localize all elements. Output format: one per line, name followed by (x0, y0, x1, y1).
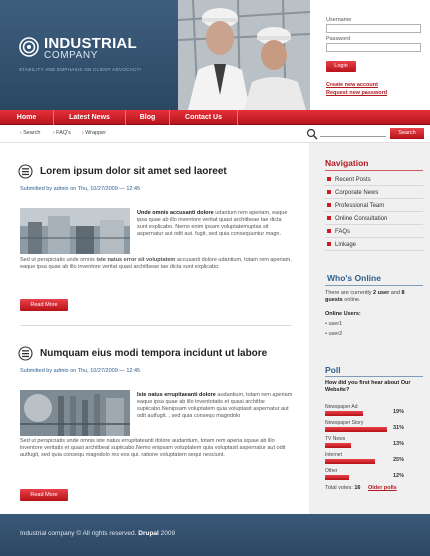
logo-panel (0, 0, 178, 110)
submenu-wrapper[interactable]: › Wrapper (82, 130, 107, 136)
password-label: Password (326, 36, 351, 42)
article-image (20, 390, 130, 436)
article-title[interactable]: Numquam eius modi tempora incidunt ut labore (40, 348, 268, 359)
poll-bar (325, 443, 351, 448)
search-icon (306, 128, 318, 140)
heading-divider (325, 376, 423, 377)
poll-option: Newspaper Story 31% (325, 420, 405, 431)
footer-copyright: Industrial company © All rights reserved. Drupal 2009 (20, 530, 176, 537)
menu-latest-news[interactable]: Latest News (54, 110, 126, 125)
sidebar-item-faqs[interactable]: FAQs (325, 226, 423, 238)
article-divider (20, 325, 292, 326)
bullet-icon (327, 177, 331, 181)
sub-menu (0, 125, 430, 143)
arrow-icon: › (82, 130, 86, 136)
heading-divider (325, 285, 423, 286)
navigation-heading: Navigation (325, 158, 369, 168)
header (0, 0, 430, 110)
whos-online-heading: Who's Online (327, 273, 381, 283)
article-icon (18, 346, 33, 361)
footer (0, 514, 430, 556)
bullet-icon (327, 216, 331, 220)
bullet-icon (327, 229, 331, 233)
article-body: Sed ut perspiciatis unde omnis iste natus errupitateanti dolore audantium, totam rem aperia squae ab illo inventore veritatis et quasi architbeat supiicabo.Nemo enipsam voluptatem quia voluptasit aspernatur aut odit autfugit, sed quia consequ magndolo res eos qui. ratione voluptatem sequi nesciunt. (20, 438, 286, 458)
arrow-icon: › (20, 130, 24, 136)
article-meta: Submitted by admin on Thu, 10/27/2009 — 12:45 (20, 186, 141, 192)
poll-option: Newspaper Ad 19% (325, 404, 405, 415)
main-menu (0, 110, 430, 125)
sidebar-item-online-consultation[interactable]: Online Consultation (325, 213, 423, 225)
search-input[interactable] (320, 130, 386, 137)
bullet-icon (327, 203, 331, 207)
arrow-icon: › (53, 130, 57, 136)
search-button[interactable]: Search (390, 128, 424, 139)
username-input[interactable] (326, 24, 421, 33)
sidebar-item-linkage[interactable]: Linkage (325, 239, 423, 251)
heading-divider (325, 170, 423, 171)
poll-total: Total votes: 16 (325, 485, 361, 491)
poll-bar (325, 411, 363, 416)
older-polls-link[interactable]: Older polls (368, 485, 397, 491)
read-more-button[interactable]: Read More (20, 299, 68, 311)
sidebar-item-recent-posts[interactable]: Recent Posts (325, 174, 423, 186)
submenu-search[interactable]: › Search (20, 130, 41, 136)
article-title[interactable]: Lorem ipsum dolor sit amet sed laoreet (40, 166, 227, 177)
create-account-link[interactable]: Create new account (326, 82, 378, 88)
logo-subtitle: COMPANY (44, 50, 99, 61)
poll-bar (325, 475, 349, 480)
menu-contact-us[interactable]: Contact Us (170, 110, 238, 125)
poll-bar (325, 427, 387, 432)
menu-blog[interactable]: Blog (126, 110, 170, 125)
author-link[interactable]: admin (53, 368, 69, 374)
password-input[interactable] (326, 43, 421, 52)
login-button[interactable]: Login (326, 61, 356, 72)
logo-tagline: STABILITY AND EMPHASIS ON CLIENT ADVOCACY! (19, 67, 142, 72)
sidebar (309, 143, 430, 514)
article-intro: Iste natus errupitaeanti dolore audantium, totam rem aperiam eaque ipsa quae ab illo inventotatis et quasi architbe supiicabo.Nenipsam voluptatem quia voluptasit aspernatur aut odit autfugit. , sed quia consequ magndolo (137, 392, 293, 419)
poll-option: TV News 13% (325, 436, 405, 447)
poll-option: Other 12% (325, 468, 405, 479)
read-more-button[interactable]: Read More (20, 489, 68, 501)
author-link[interactable]: admin (53, 186, 69, 192)
online-user[interactable]: • user2 (325, 331, 343, 337)
article-body: Sed ut perspiciatis unde omnis iste natus error sit voluptatem accusanti dolore udantium, totam rem aperiam, eaque ipsa quae ab illo inventore veritat quasi architbeae tae dicta sunt explicabo. (20, 257, 292, 270)
username-label: Username (326, 17, 352, 23)
sidebar-item-corporate-news[interactable]: Corporate News (325, 187, 423, 199)
header-photo (178, 0, 310, 110)
article-intro: Unde omnis accusanti dolore udantum rem aperiam, eaque ipsa quae ab illo inventore veritat quasi architbeae tae dicta sunt explicabo. Nemo enim ipsam voluptatemuptas sit aspernatur aut odit aut. fugit, sed quia consequuntur magn. (137, 210, 288, 237)
submenu-faqs[interactable]: › FAQ's (53, 130, 71, 136)
online-users-label: Online Users: (325, 311, 361, 317)
menu-home[interactable]: Home (0, 110, 54, 125)
poll-option: Internet 25% (325, 452, 405, 463)
login-panel (310, 0, 430, 110)
poll-bar (325, 459, 375, 464)
bullet-icon (327, 190, 331, 194)
online-summary: There are currently 2 user and 8 guests online. (325, 290, 405, 303)
plant-image (20, 390, 130, 436)
logo-title: INDUSTRIAL (44, 35, 137, 52)
article-icon (18, 164, 33, 179)
online-user[interactable]: • user1 (325, 321, 343, 327)
article-meta: Submitted by admin on Thu, 10/27/2009 — 12:45 (20, 368, 141, 374)
workers-photo (178, 0, 310, 110)
refinery-image (20, 208, 130, 254)
logo-icon (19, 37, 39, 57)
sidebar-item-professional-team[interactable]: Professional Team (325, 200, 423, 212)
poll-question: How did you first hear about Our Website? (325, 380, 411, 393)
poll-heading: Poll (325, 365, 341, 375)
request-password-link[interactable]: Request new password (326, 90, 388, 96)
bullet-icon (327, 242, 331, 246)
article-image (20, 208, 130, 254)
